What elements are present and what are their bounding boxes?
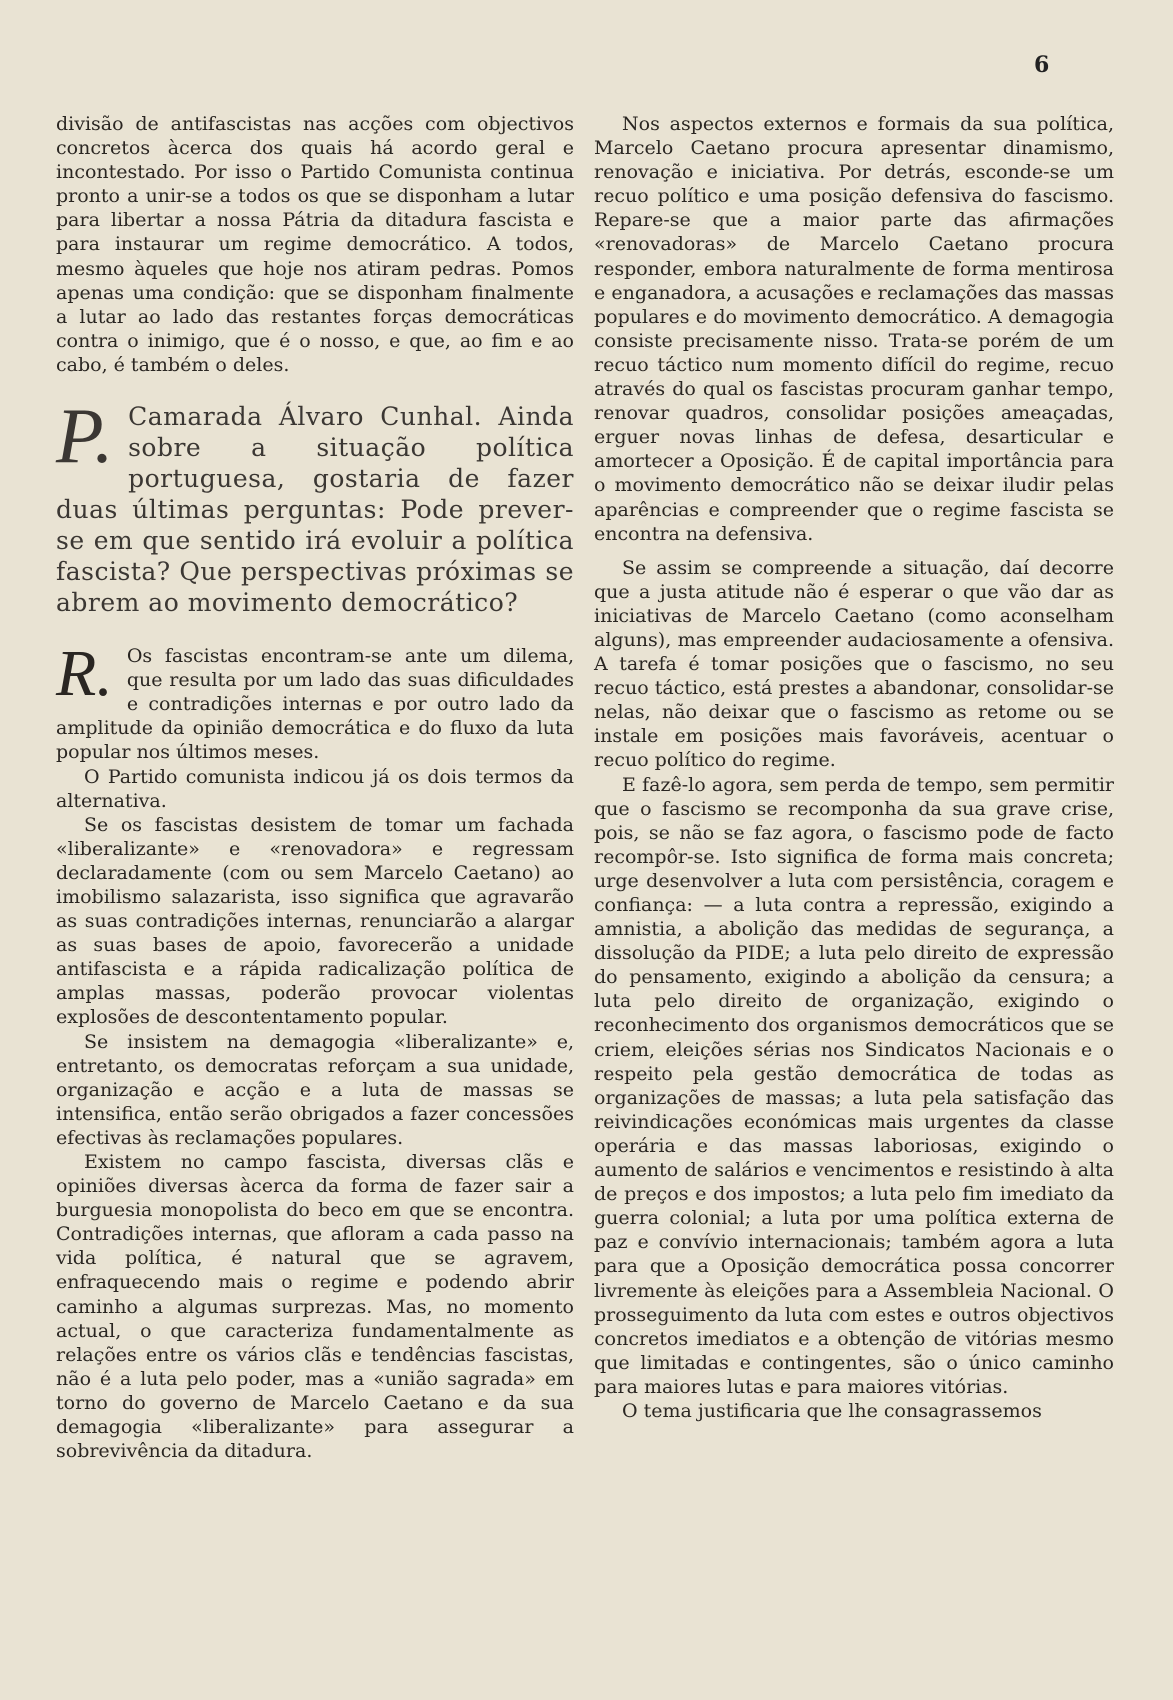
right-paragraph-3: E fazê-lo agora, sem perda de tempo, sem permitir que o fascismo se recomponha da sua grave crise, pois, se não se faz agora, o fascismo pode de facto recompôr-se. Isto significa de forma mais concreta; urge desenvolver a luta com persistência, coragem e confiança: — a luta contra a repressão, exigindo a amnistia, a abolição das medidas de segurança, a dissolução da PIDE; a luta pelo direito de expressão do pensamento, exigindo a abolição da censura; a luta pelo direito de organização, exigindo o reconhecimento dos organismos democráticos que se criem, eleições sérias nos Sindicatos Nacionais e o respeito pela gestão democrática de todas as organizações de massas; a luta pela satisfação das reivindicações económicas mais urgentes da classe operária e das massas laboriosas, exigindo o aumento de salários e vencimentos e resistindo à alta de preços e dos impostos; a luta pelo fim imediato da guerra colonial; a luta por uma política externa de paz e convívio internacionais; também agora a luta para que a Oposição democrática possa concorrer livremente às eleições para a Assembleia Nacional. O prosseguimento da luta com estes e outros objectivos concretos imediatos e a obtenção de vitórias mesmo que limitadas e contingentes, são o único caminho para maiores lutas e para maiores vitórias. <box>594 773 1114 1398</box>
right-column <box>594 112 1114 1423</box>
answer-initial: R. <box>56 637 113 711</box>
page-number: 6 <box>1034 52 1050 78</box>
answer-paragraph-2: O Partido comunista indicou já os dois termos da alternativa. <box>56 765 574 812</box>
question-paragraph <box>56 392 574 618</box>
left-column <box>56 112 574 1463</box>
answer-paragraph-4: Se insistem na demagogia «liberalizante» e, entretanto, os democratas reforçam a sua unidade, organização e acção e a luta de massas se intensifica, então serão obrigados a fazer concessões efectivas às reclamações populares. <box>56 1030 574 1149</box>
question-initial: P. <box>56 392 115 480</box>
right-paragraph-2: Se assim se compreende a situação, daí decorre que a justa atitude não é esperar o que vão dar as iniciativas de Marcelo Caetano (como aconselham alguns), mas empreender audaciosamente a ofensiva. A tarefa é tomar posições que o fascismo, no seu recuo táctico, está prestes a abandonar, consolidar-se nelas, não deixar que o fascismo as retome ou se instale em posições mais favoráveis, acentuar o recuo político do regime. <box>594 556 1114 772</box>
answer-paragraph-5: Existem no campo fascista, diversas clãs e opiniões diversas àcerca da forma de fazer sair a burguesia monopolista do beco em que se encontra. Contradições internas, que afloram a cada passo na vida política, é natural que se agravem, enfraquecendo mais o regime e podendo abrir caminho a algumas surprezas. Mas, no momento actual, o que caracteriza fundamentalmente as relações entre os vários clãs e tendências fascistas, não é a luta pelo poder, mas a «união sagrada» em torno do governo de Marcelo Caetano e da sua demagogia «liberalizante» para assegurar a sobrevivência da ditadura. <box>56 1151 574 1463</box>
question-text: Camarada Álvaro Cunhal. Ainda sobre a situação política portuguesa, gostaria de fazer duas últimas perguntas: Pode prever-se em que sentido irá evoluir a política fascista? Que perspectivas próximas se abrem ao movimento democrático? <box>56 402 574 618</box>
right-paragraph-1: Nos aspectos externos e formais da sua política, Marcelo Caetano procura apresentar dinamismo, renovação e iniciativa. Por detrás, esconde-se um recuo político e uma posição defensiva do fascismo. Repare-se que a maior parte das afirmações «renovadoras» de Marcelo Caetano procura responder, embora naturalmente de forma mentirosa e enganadora, a acusações e reclamações das massas populares e do movimento democrático. A demagogia consiste precisamente nisso. Trata-se porém de um recuo táctico num momento difícil do regime, recuo através do qual os fascistas procuram ganhar tempo, renovar quadros, consolidar posições ameaçadas, erguer novas linhas de defesa, desarticular e amortecer a Oposição. É de capital importância para o movimento democrático não se deixar iludir pelas aparências e compreender que o regime fascista se encontra na defensiva. <box>594 113 1114 545</box>
answer-paragraph-3: Se os fascistas desistem de tomar um fachada «liberalizante» e «renovadora» e regressam declaradamente (com ou sem Marcelo Caetano) ao imobilismo salazarista, isso significa que agravarão as suas contradições internas, renunciarão a alargar as suas bases de apoio, favorecerão a unidade antifascista e a rápida radicalização política de amplas massas, poderão provocar violentas explosões de descontentamento popular. <box>56 813 574 1029</box>
paragraph-gap <box>594 546 1114 556</box>
right-paragraph-4: O tema justificaria que lhe consagrassemos <box>622 1399 1042 1422</box>
answer-block <box>56 637 574 1463</box>
answer-paragraph-1 <box>56 637 574 764</box>
question-block <box>56 392 574 618</box>
intro-paragraph: divisão de antifascistas nas acções com objectivos concretos àcerca dos quais há acordo geral e incontestado. Por isso o Partido Comunista continua pronto a unir-se a todos os que se disponham a lutar para libertar a nossa Pátria da ditadura fascista e para instaurar um regime democrático. A todos, mesmo àqueles que hoje nos atiram pedras. Pomos apenas uma condição: que se disponham finalmente a lutar ao lado das restantes forças democráticas contra o inimigo, que é o nosso, e que, ao fim e ao cabo, é também o deles. <box>56 113 574 376</box>
answer-text-1: Os fascistas encontram-se ante um dilema, que resulta por um lado das suas dificuldades e contradições internas e por outro lado da amplitude da opinião democrática e do fluxo da luta popular nos últimos meses. <box>56 645 574 764</box>
